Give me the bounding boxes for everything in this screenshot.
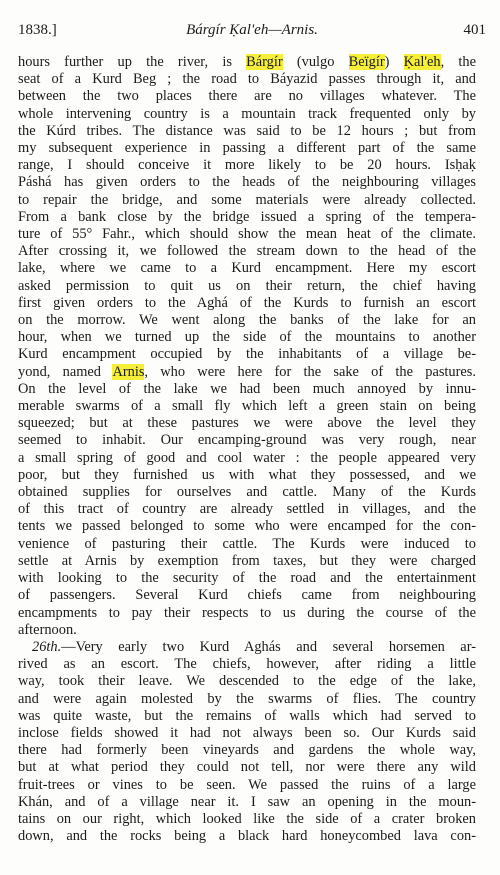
text-segment: between the two places there are no villages whatever. The — [18, 88, 476, 105]
text-line — [18, 759, 476, 776]
text-line — [18, 140, 476, 157]
text-segment: After crossing it, we followed the stream down to the head of the — [18, 243, 476, 260]
date-marker: 26th. — [32, 638, 62, 655]
body-text — [18, 54, 476, 845]
text-segment: Kurd encampment occupied by the inhabitants of a village be- — [18, 346, 476, 363]
text-line — [18, 605, 476, 622]
text-segment: of this tract of country are already settled in villages, and the — [18, 501, 476, 518]
text-line — [18, 346, 476, 363]
text-segment: merable swarms of a small fly which left a green stain on being — [18, 398, 476, 415]
text-line — [18, 415, 476, 432]
text-line — [18, 88, 476, 105]
text-segment: down, and the rocks being a black hard honeycombed lava con- — [18, 828, 476, 845]
text-line — [18, 518, 476, 535]
highlighted-term: Ḳal'eh — [403, 54, 441, 70]
text-segment: , the — [440, 54, 476, 70]
text-segment: hour, when we turned up the side of the mountains to another — [18, 329, 476, 346]
text-segment: On the level of the lake we had been much annoyed by innu- — [18, 380, 476, 397]
highlighted-term: Arnis — [112, 363, 145, 380]
text-segment: hours further up the river, is — [18, 54, 247, 70]
header-page-number: 401 — [463, 22, 486, 38]
text-segment: range, I should conceive it more likely to be 20 hours. Isḥaḳ — [18, 157, 476, 174]
text-line — [18, 501, 476, 518]
text-line — [18, 639, 476, 656]
text-line — [18, 106, 476, 123]
text-line — [18, 226, 476, 243]
text-segment: was quite waste, but the remains of walls which had served to — [18, 707, 476, 724]
header-running-title: Bárgír Ḳal'eh—Arnis. — [186, 22, 318, 38]
text-segment: the Kúrd tribes. The distance was said to be 12 hours ; but from — [18, 122, 476, 139]
text-line — [18, 364, 476, 381]
text-line — [18, 708, 476, 725]
text-segment: my subsequent experience in passing a different part of the same — [18, 140, 476, 157]
text-line — [18, 484, 476, 501]
text-segment: there had formerly been vineyards and gardens the whole way, — [18, 742, 476, 759]
text-segment: tains on our right, which looked like the side of a crater broken — [18, 810, 476, 827]
text-line — [18, 71, 476, 88]
text-segment: with looking to the security of the road and the entertainment — [18, 570, 476, 587]
text-line — [18, 260, 476, 277]
running-header — [18, 22, 486, 44]
text-segment: of passengers. Several Kurd chiefs came from neighbouring — [18, 587, 476, 604]
text-segment: whole intervening country is a mountain track frequented only by — [18, 105, 476, 122]
text-segment: (vulgo — [282, 54, 349, 70]
text-line — [18, 622, 476, 639]
text-segment: lake, where we came to a Kurd encampment. Here my escort — [18, 260, 476, 277]
text-segment: —Very early two Kurd Aghás and several horsemen ar- — [61, 638, 476, 655]
text-segment: rived as an escort. The chiefs, however, after riding a little — [18, 656, 476, 673]
text-segment: first given orders to the Aghá of the Kurds to furnish an escort — [18, 294, 476, 311]
text-line — [18, 192, 476, 209]
highlighted-term: Beïgír — [348, 54, 385, 70]
text-line — [18, 329, 476, 346]
text-segment: way, took their leave. We descended to the edge of the lake, — [18, 673, 476, 690]
text-line — [18, 381, 476, 398]
text-segment: seat of a Kurd Beg ; the road to Báyazid passes through it, and — [18, 71, 476, 88]
text-segment: Páshá has given orders to the heads of the neighbouring villages — [18, 174, 476, 191]
text-line — [18, 794, 476, 811]
text-segment: and were again molested by the swarms of flies. The country — [18, 690, 476, 707]
text-segment: , who were here for the sake of the pastures. — [144, 363, 476, 380]
text-segment: encampments to pay their respects to us during the course of the — [18, 604, 476, 621]
text-line — [18, 467, 476, 484]
text-line — [18, 656, 476, 673]
text-line — [18, 209, 476, 226]
text-line — [18, 673, 476, 690]
text-segment: poor, but they furnished us with what they possessed, and we — [18, 466, 476, 483]
text-line — [18, 450, 476, 467]
text-segment: yond, named — [18, 363, 113, 380]
text-line — [18, 811, 476, 828]
text-segment: a small spring of good and cool water : the people appeared very — [18, 449, 476, 466]
text-segment: settle at Arnis by exemption from taxes, but they were charged — [18, 552, 476, 569]
text-line — [18, 123, 476, 140]
text-line — [18, 725, 476, 742]
text-segment: Khán, and of a village near it. I saw an opening in the moun- — [18, 793, 476, 810]
header-year: 1838.] — [18, 22, 57, 38]
text-segment: afternoon. — [18, 621, 77, 638]
text-line — [18, 570, 476, 587]
text-segment: obtained supplies for ourselves and cattle. Many of the Kurds — [18, 484, 476, 501]
text-segment: venience of pasturing their cattle. The Kurds were induced to — [18, 535, 476, 552]
text-segment: From a bank close by the bridge issued a spring of the tempera- — [18, 208, 476, 225]
text-line — [18, 243, 476, 260]
text-line — [18, 295, 476, 312]
text-segment: ture of 55° Fahr., which should show the mean heat of the climate. — [18, 226, 476, 243]
text-line — [18, 278, 476, 295]
text-segment: asked permission to quit us on their return, the chief having — [18, 277, 476, 294]
text-line — [18, 398, 476, 415]
text-segment: ) — [384, 54, 404, 70]
text-segment: inclose fields showed it had not always been so. Our Kurds said — [18, 724, 476, 741]
text-segment: seemed to inhabit. Our encamping-ground was very rough, near — [18, 432, 476, 449]
text-line — [18, 432, 476, 449]
text-line — [18, 312, 476, 329]
text-segment: squeezed; but at these pastures we were above the level they — [18, 415, 476, 432]
text-line — [18, 742, 476, 759]
text-segment: but at what period they could not tell, nor were there any wild — [18, 759, 476, 776]
text-segment: on the morrow. We went along the banks of the lake for an — [18, 312, 476, 329]
text-segment: tents we passed belonged to some who were encamped for the con- — [18, 518, 476, 535]
text-line — [18, 828, 476, 845]
text-segment: fruit-trees or vines to be seen. We passed the ruins of a large — [18, 776, 476, 793]
text-line — [18, 157, 476, 174]
text-line — [18, 777, 476, 794]
text-line — [18, 54, 476, 71]
text-line — [18, 587, 476, 604]
text-line — [18, 536, 476, 553]
text-line — [18, 553, 476, 570]
text-line — [18, 174, 476, 191]
highlighted-term: Bárgír — [246, 54, 283, 70]
text-line — [18, 691, 476, 708]
text-segment: to repair the bridge, and some materials were already collected. — [18, 191, 476, 208]
